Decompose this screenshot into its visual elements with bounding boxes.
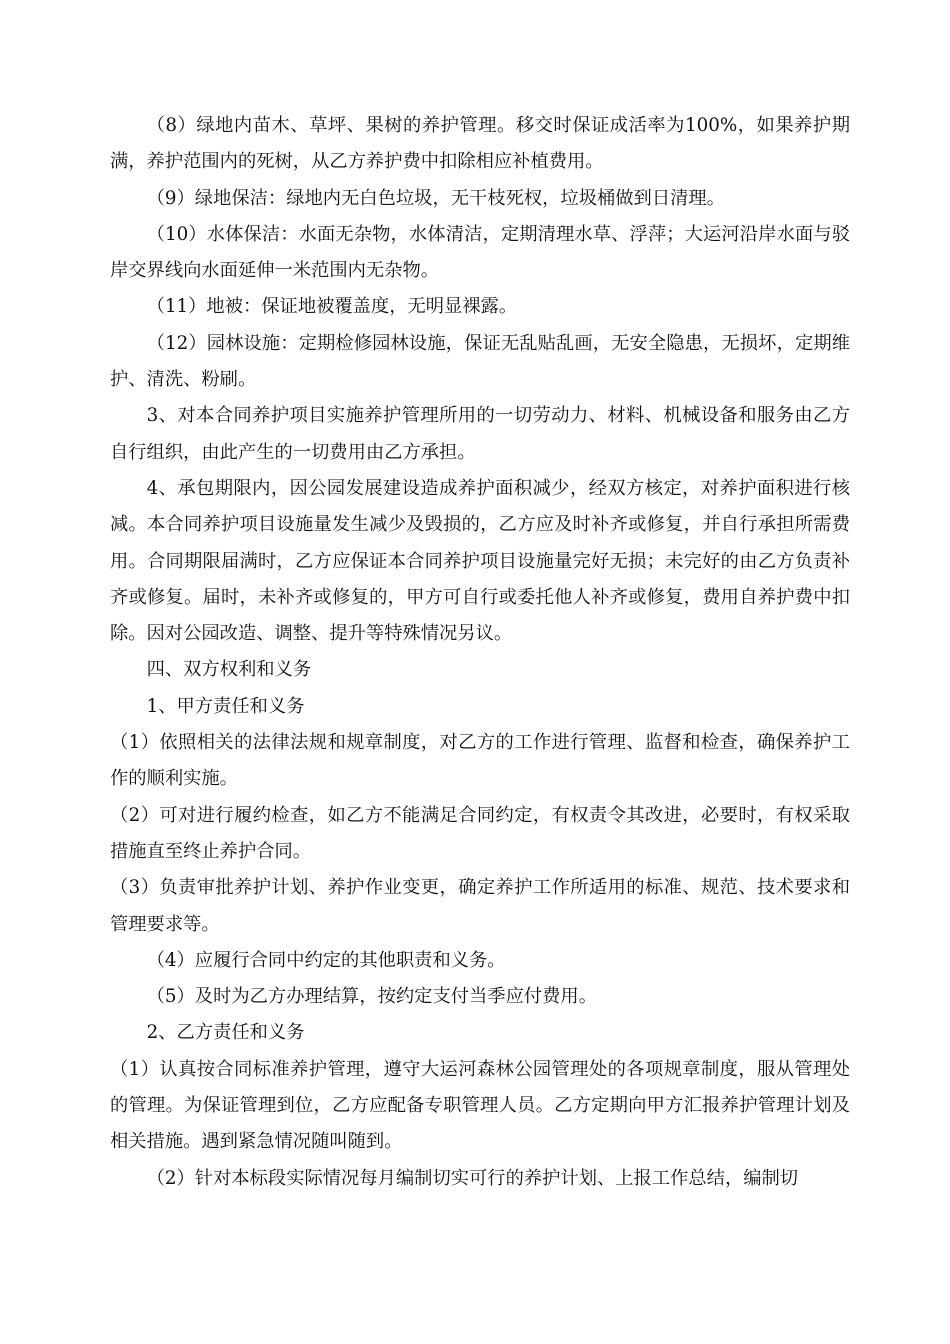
party-a-item-5: （5）及时为乙方办理结算，按约定支付当季应付费用。 <box>146 986 597 1008</box>
paragraph-item-8: （8）绿地内苗木、草坪、果树的养护管理。移交时保证成活率为100%，如果养护期满，养护范围内的死树，从乙方养护费中扣除相应补植费用。 <box>110 115 850 173</box>
party-b-item-1: （1）认真按合同标准养护管理，遵守大运河森林公园管理处的各项规章制度，服从管理处的管理。为保证管理到位，乙方应配备专职管理人员。乙方定期向甲方汇报养护管理计划及相关措施。遇到紧急情况随叫随到。 <box>110 1058 850 1153</box>
party-a-item-4: （4）应履行合同中约定的其他职责和义务。 <box>146 949 506 971</box>
document-body <box>110 108 850 1197</box>
paragraph-clause-4: 4、承包期限内，因公园发展建设造成养护面积减少，经双方核定，对养护面积进行核减。本合同养护项目设施量发生减少及毁损的，乙方应及时补齐或修复，并自行承担所需费用。合同期限届满时，乙方应保证本合同养护项目设施量完好无损；未完好的由乙方负责补齐或修复。届时，未补齐或修复的，甲方可自行或委托他人补齐或修复，费用自养护费中扣除。因对公园改造、调整、提升等特殊情况另议。 <box>110 477 850 645</box>
party-a-item-3: （3）负责审批养护计划、养护作业变更，确定养护工作所适用的标准、规范、技术要求和管理要求等。 <box>110 877 850 935</box>
party-b-item-2: （2）针对本标段实际情况每月编制切实可行的养护计划、上报工作总结，编制切 <box>146 1167 799 1189</box>
subsection-heading-party-b: 2、乙方责任和义务 <box>146 1022 305 1044</box>
party-a-item-1: （1）依照相关的法律法规和规章制度，对乙方的工作进行管理、监督和检查，确保养护工作的顺利实施。 <box>110 732 850 790</box>
paragraph-item-11: （11）地被：保证地被覆盖度，无明显裸露。 <box>146 296 518 318</box>
paragraph-clause-3: 3、对本合同养护项目实施养护管理所用的一切劳动力、材料、机械设备和服务由乙方自行组织，由此产生的一切费用由乙方承担。 <box>110 405 850 463</box>
section-heading-rights: 四、双方权利和义务 <box>146 659 312 681</box>
party-a-item-2: （2）可对进行履约检查，如乙方不能满足合同约定，有权责令其改进，必要时，有权采取措施直至终止养护合同。 <box>110 804 850 862</box>
paragraph-item-9: （9）绿地保洁：绿地内无白色垃圾，无干枝死杈，垃圾桶做到日清理。 <box>146 187 725 209</box>
paragraph-item-12: （12）园林设施：定期检修园林设施，保证无乱贴乱画，无安全隐患，无损坏，定期维护、清洗、粉刷。 <box>110 332 850 391</box>
paragraph-item-10: （10）水体保洁：水面无杂物，水体清洁，定期清理水草、浮萍；大运河沿岸水面与驳岸交界线向水面延伸一米范围内无杂物。 <box>110 223 850 282</box>
subsection-heading-party-a: 1、甲方责任和义务 <box>146 695 305 717</box>
